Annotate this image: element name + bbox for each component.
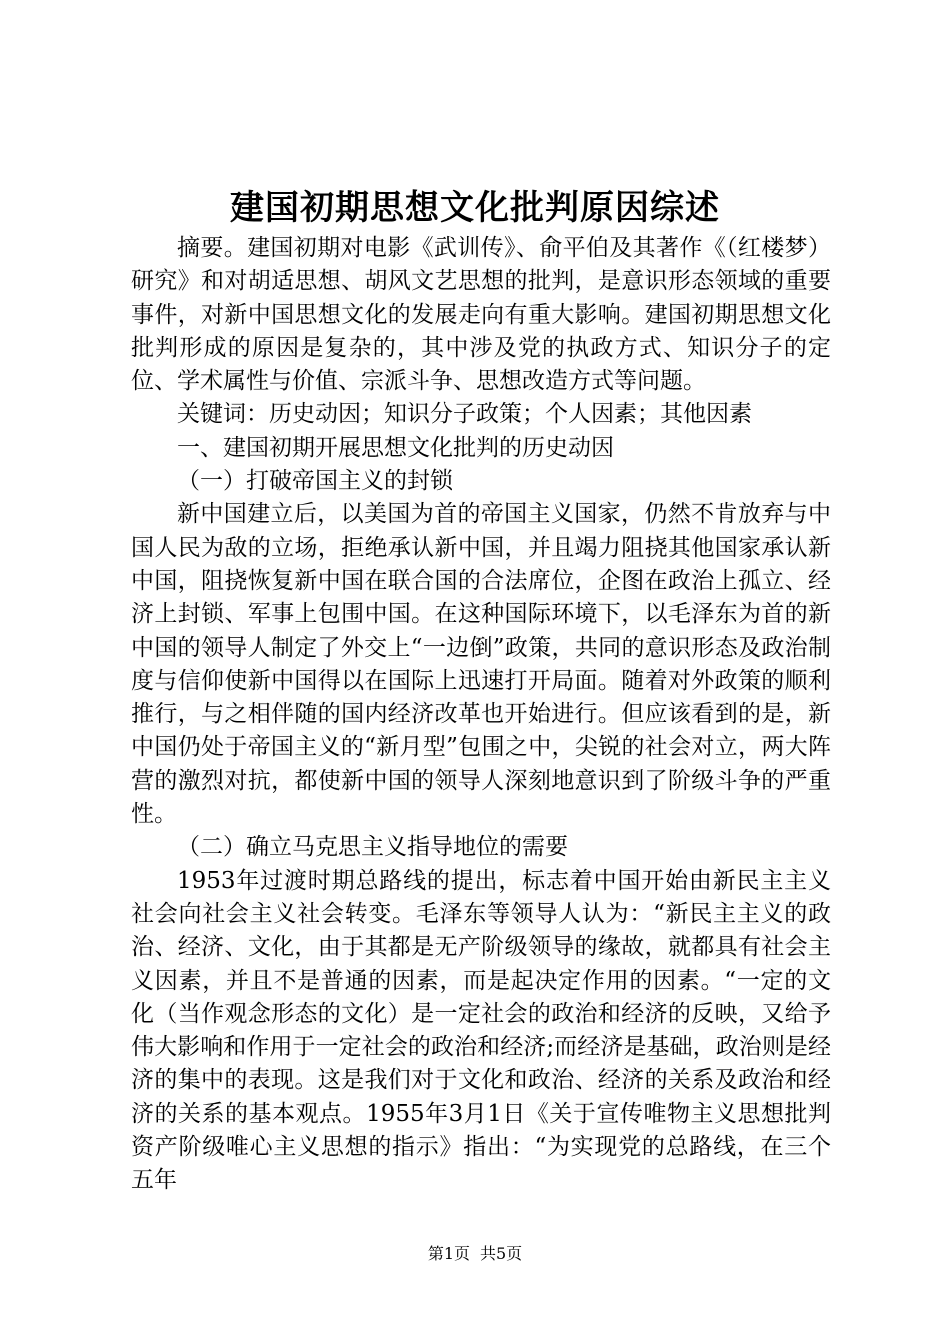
body-paragraph: 新中国建立后，以美国为首的帝国主义国家，仍然不肯放弃与中国人民为敌的立场，拒绝承认新中国，并且竭力阻挠其他国家承认新中国，阻挠恢复新中国在联合国的合法席位，企图在政治上孤立、经济上封锁、军事上包围中国。在这种国际环境下，以毛泽东为首的新中国的领导人制定了外交上“一边倒”政策，共同的意识形态及政治制度与信仰使新中国得以在国际上迅速打开局面。随着对外政策的顺利推行，与之相伴随的国内经济改革也开始进行。但应该看到的是，新中国仍处于帝国主义的“新月型”包围之中，尖锐的社会对立，两大阵营的激烈对抗，都使新中国的领导人深刻地意识到了阶级斗争的严重性。 <box>131 501 831 828</box>
document-title: 建国初期思想文化批判原因综述 <box>230 188 720 228</box>
abstract-paragraph: 摘要。建国初期对电影《武训传》、俞平伯及其著作《（红楼梦）研究》和对胡适思想、胡风文艺思想的批判，是意识形态领域的重要事件，对新中国思想文化的发展走向有重大影响。建国初期思想文化批判形成的原因是复杂的，其中涉及党的执政方式、知识分子的定位、学术属性与价值、宗派斗争、思想改造方式等问题。 <box>131 235 831 395</box>
page-footer <box>0 1243 950 1265</box>
body-paragraph: 1953年过渡时期总路线的提出，标志着中国开始由新民主主义社会向社会主义社会转变。毛泽东等领导人认为：“新民主主义的政治、经济、文化，由于其都是无产阶级领导的缘故，就都具有社会主义因素，并且不是普通的因素，而是起决定作用的因素。“一定的文化（当作观念形态的文化）是一定社会的政治和经济的反映，又给予伟大影响和作用于一定社会的政治和经济;而经济是基础，政治则是经济的集中的表现。这是我们对于文化和政治、经济的关系及政治和经济的关系的基本观点。1955年3月1日《关于宣传唯物主义思想批判资产阶级唯心主义思想的指示》指出：“为实现党的总路线，在三个五年 <box>131 867 831 1194</box>
section-heading-1: 一、建国初期开展思想文化批判的历史动因 <box>177 434 614 461</box>
document-body <box>131 232 831 1198</box>
page-number: 第1页 <box>427 1244 470 1263</box>
keywords-paragraph: 关键词：历史动因；知识分子政策；个人因素；其他因素 <box>177 401 752 428</box>
subsection-heading-2: （二）确立马克思主义指导地位的需要 <box>177 834 568 861</box>
page-total: 共5页 <box>480 1244 523 1263</box>
subsection-heading-1: （一）打破帝国主义的封锁 <box>177 468 453 495</box>
